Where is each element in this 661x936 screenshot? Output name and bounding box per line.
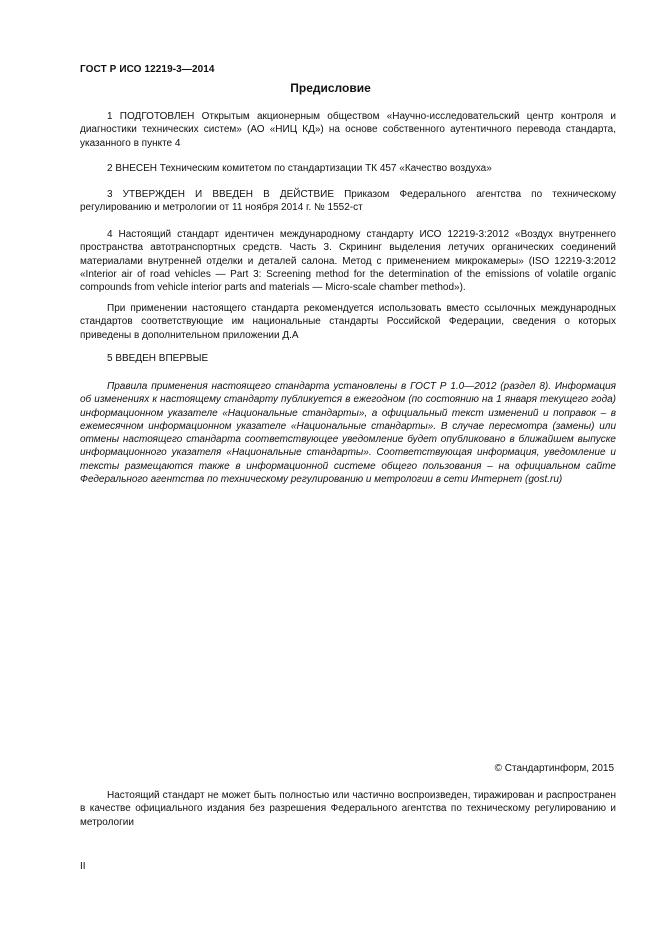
paragraph-approved: 3 УТВЕРЖДЕН И ВВЕДЕН В ДЕЙСТВИЕ Приказом Федерального агентства по техническому регулированию и метрологии от 11 ноября 2014 г. № 1552-ст: [80, 189, 616, 214]
paragraph-reference-standards: При применении настоящего стандарта рекомендуется использовать вместо ссылочных международных стандартов соответствующие им национальные стандарты Российской Федерации, сведения о которых приведены в дополнительном приложении Д.А: [80, 303, 616, 341]
standard-code: ГОСТ Р ИСО 12219-3—2014: [80, 64, 215, 75]
paragraph-introduced-by: 2 ВНЕСЕН Техническим комитетом по стандартизации ТК 457 «Качество воздуха»: [107, 163, 492, 174]
paragraph-prepared-by: 1 ПОДГОТОВЛЕН Открытым акционерным обществом «Научно-исследовательский центр контроля и диагностики технических систем» (АО «НИЦ КД») на основе собственного аутентичного перевода стандарта, указанного в пункте 4: [80, 111, 616, 149]
page-number: II: [80, 861, 86, 872]
reproduction-notice: Настоящий стандарт не может быть полностью или частично воспроизведен, тиражирован и распространен в качестве официального издания без разрешения Федерального агентства по техническому регулированию и метрологии: [80, 790, 616, 828]
page-title: Предисловие: [290, 81, 371, 95]
rules-notice: Правила применения настоящего стандарта установлены в ГОСТ Р 1.0—2012 (раздел 8). Информация об изменениях к настоящему стандарту публикуется в ежегодном (по состоянию на 1 января текущего года) информационном указателе «Национальные стандарты», а официальный текст изменений и поправок – в ежемесячном информационном указателе «Национальные стандарты». В случае пересмотра (замены) или отмены настоящего стандарта соответствующее уведомление будет опубликовано в ближайшем выпуске информационного указателя «Национальные стандарты». Соответствующая информация, уведомление и тексты размещаются также в информационной системе общего пользования – на официальном сайте Федерального агентства по техническому регулированию и метрологии в сети Интернет (gost.ru): [80, 381, 616, 486]
copyright: © Стандартинформ, 2015: [494, 763, 614, 774]
paragraph-introduced-first: 5 ВВЕДЕН ВПЕРВЫЕ: [107, 353, 209, 364]
paragraph-identical-standard: 4 Настоящий стандарт идентичен международному стандарту ИСО 12219-3:2012 «Воздух внутреннего пространства автотранспортных средств. Часть 3. Скрининг выделения летучих органических соединений материалами внутренней отделки и деталей салона. Метод с применением микрокамеры» (ISO 12219-3:2012 «Interior air of road vehicles — Part 3: Screening method for the determination of the emissions of volatile organic compounds from vehicle interior parts and materials — Micro-scale chamber method»).: [80, 229, 616, 294]
